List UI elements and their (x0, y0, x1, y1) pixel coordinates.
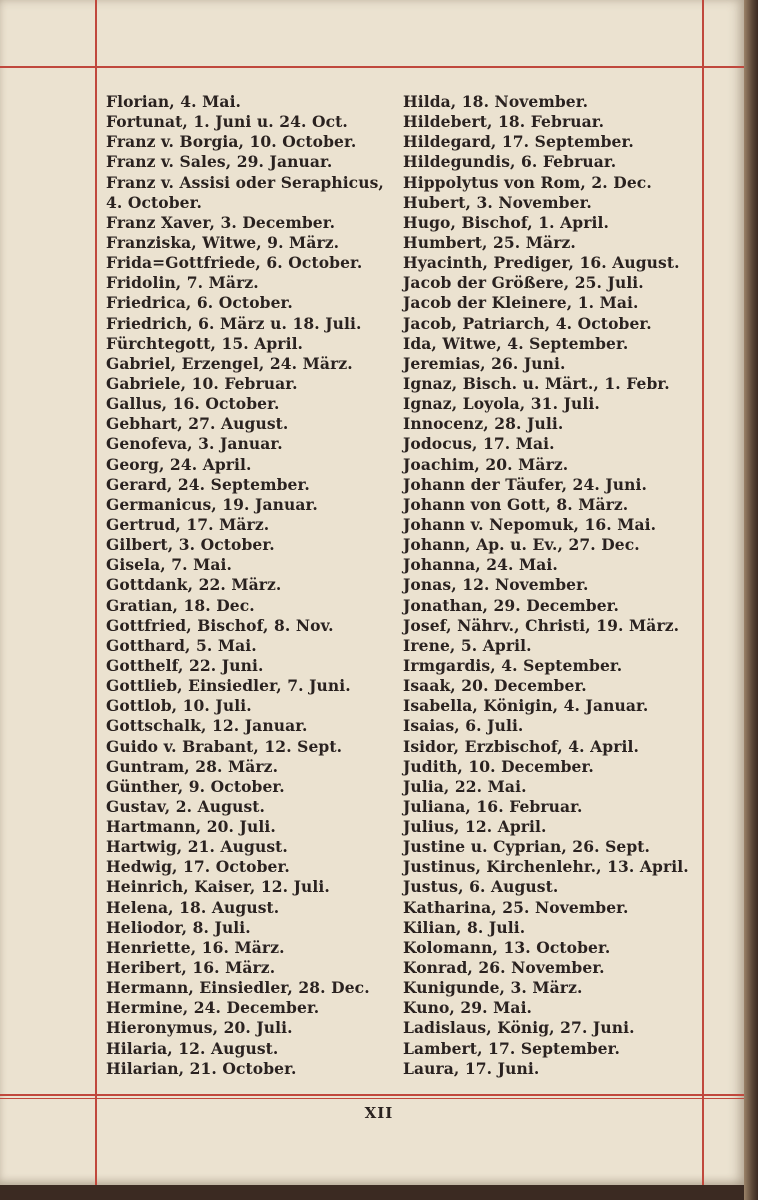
name-day-entry: Johann v. Nepomuk, 16. Mai. (403, 514, 657, 534)
name-day-entry: Jodocus, 17. Mai. (403, 434, 555, 454)
name-day-entry: Ladislaus, König, 27. Juni. (403, 1018, 635, 1038)
name-day-entry: Genofeva, 3. Januar. (106, 434, 283, 454)
name-day-entry: Hildegundis, 6. Februar. (403, 152, 617, 172)
name-day-entry: Irene, 5. April. (403, 635, 532, 655)
name-day-entry: Gottfried, Bischof, 8. Nov. (106, 615, 334, 635)
name-day-entry: Ignaz, Bisch. u. Märt., 1. Febr. (403, 373, 670, 393)
name-day-entry: Jacob der Kleinere, 1. Mai. (403, 293, 639, 313)
name-day-entry: Gottschalk, 12. Januar. (106, 716, 308, 736)
name-day-entry: Johann der Täufer, 24. Juni. (403, 474, 647, 494)
page-number: XII (364, 1104, 394, 1122)
name-day-entry: Hippolytus von Rom, 2. Dec. (403, 172, 652, 192)
name-day-entry: Hedwig, 17. October. (106, 857, 290, 877)
name-day-entry: Laura, 17. Juni. (403, 1058, 540, 1078)
name-day-entry: Kilian, 8. Juli. (403, 917, 526, 937)
name-day-entry: Hilarian, 21. October. (106, 1058, 297, 1078)
name-day-entry: Fortunat, 1. Juni u. 24. Oct. (106, 112, 348, 132)
left-margin-rule (95, 0, 97, 1185)
name-day-entry: Hermann, Einsiedler, 28. Dec. (106, 978, 370, 998)
name-day-entry: Irmgardis, 4. September. (403, 655, 623, 675)
name-day-entry: Joachim, 20. März. (403, 454, 569, 474)
name-day-entry: Gratian, 18. Dec. (106, 595, 255, 615)
name-day-entry: Hildegard, 17. September. (403, 132, 634, 152)
name-day-entry: Franz v. Sales, 29. Januar. (106, 152, 333, 172)
name-day-entry: Heinrich, Kaiser, 12. Juli. (106, 877, 330, 897)
name-day-entry: Gertrud, 17. März. (106, 514, 270, 534)
name-day-entry: Hilaria, 12. August. (106, 1038, 279, 1058)
name-day-entry: Gallus, 16. October. (106, 394, 280, 414)
name-day-entry: Gisela, 7. Mai. (106, 555, 232, 575)
name-day-entry: Guido v. Brabant, 12. Sept. (106, 736, 343, 756)
name-day-entry: Gustav, 2. August. (106, 796, 266, 816)
top-margin-rule (0, 66, 744, 68)
bottom-margin-rule-thin (0, 1098, 744, 1099)
name-day-entry: Gilbert, 3. October. (106, 535, 275, 555)
name-day-entry: Georg, 24. April. (106, 454, 252, 474)
name-day-entry: Julius, 12. April. (403, 817, 547, 837)
name-day-entry: Heliodor, 8. Juli. (106, 917, 251, 937)
name-day-entry: Franz v. Borgia, 10. October. (106, 132, 357, 152)
name-day-entry: Jonathan, 29. December. (403, 595, 620, 615)
left-name-column (106, 92, 396, 1079)
name-day-entry: Heribert, 16. März. (106, 958, 276, 978)
right-name-column (403, 92, 695, 1079)
name-day-entry: Justus, 6. August. (403, 877, 559, 897)
name-day-entry: Gottdank, 22. März. (106, 575, 282, 595)
name-day-entry: Kunigunde, 3. März. (403, 978, 583, 998)
name-day-entry: Hieronymus, 20. Juli. (106, 1018, 293, 1038)
right-margin-rule (702, 0, 704, 1185)
name-day-entry: Hubert, 3. November. (403, 192, 592, 212)
name-day-entry: Justinus, Kirchenlehr., 13. April. (403, 857, 689, 877)
name-day-entry: 4. October. (106, 192, 202, 212)
name-day-entry: Friedrica, 6. October. (106, 293, 293, 313)
name-day-entry: Franz v. Assisi oder Seraphicus, (106, 172, 384, 192)
name-day-entry: Gabriele, 10. Februar. (106, 373, 298, 393)
name-day-entry: Innocenz, 28. Juli. (403, 414, 564, 434)
name-day-entry: Gerard, 24. September. (106, 474, 310, 494)
name-day-entry: Frida=Gottfriede, 6. October. (106, 253, 363, 273)
name-day-entry: Henriette, 16. März. (106, 937, 285, 957)
name-day-entry: Lambert, 17. September. (403, 1038, 620, 1058)
name-day-entry: Ignaz, Loyola, 31. Juli. (403, 394, 600, 414)
name-day-entry: Isaias, 6. Juli. (403, 716, 524, 736)
name-day-entry: Julia, 22. Mai. (403, 776, 527, 796)
name-day-entry: Katharina, 25. November. (403, 897, 629, 917)
name-day-entry: Germanicus, 19. Januar. (106, 494, 318, 514)
name-day-entry: Fridolin, 7. März. (106, 273, 259, 293)
name-day-entry: Gottlob, 10. Juli. (106, 696, 252, 716)
name-day-entry: Johanna, 24. Mai. (403, 555, 558, 575)
name-day-entry: Florian, 4. Mai. (106, 92, 242, 111)
name-day-entry: Hildebert, 18. Februar. (403, 112, 605, 132)
name-day-entry: Gotthard, 5. Mai. (106, 635, 257, 655)
name-day-entry: Gebhart, 27. August. (106, 414, 289, 434)
name-day-entry: Konrad, 26. November. (403, 958, 605, 978)
name-day-entry: Isaak, 20. December. (403, 676, 587, 696)
name-day-entry: Jeremias, 26. Juni. (403, 353, 566, 373)
name-day-entry: Fürchtegott, 15. April. (106, 333, 304, 353)
book-spine-edge (744, 0, 758, 1200)
name-day-entry: Hugo, Bischof, 1. April. (403, 212, 609, 232)
name-day-entry: Isabella, Königin, 4. Januar. (403, 696, 649, 716)
name-day-entry: Guntram, 28. März. (106, 756, 279, 776)
name-day-entry: Hyacinth, Prediger, 16. August. (403, 253, 680, 273)
name-day-entry: Gabriel, Erzengel, 24. März. (106, 353, 353, 373)
name-day-entry: Juliana, 16. Februar. (403, 796, 583, 816)
name-day-entry: Franz Xaver, 3. December. (106, 212, 336, 232)
name-day-entry: Friedrich, 6. März u. 18. Juli. (106, 313, 362, 333)
name-day-entry: Helena, 18. August. (106, 897, 280, 917)
name-day-entry: Hartmann, 20. Juli. (106, 817, 276, 837)
name-day-entry: Hartwig, 21. August. (106, 837, 288, 857)
name-day-entry: Johann von Gott, 8. März. (403, 494, 629, 514)
name-day-entry: Isidor, Erzbischof, 4. April. (403, 736, 639, 756)
name-day-entry: Gotthelf, 22. Juni. (106, 655, 264, 675)
name-day-entry: Judith, 10. December. (403, 756, 594, 776)
bottom-margin-rule (0, 1094, 744, 1096)
name-day-entry: Josef, Nährv., Christi, 19. März. (403, 615, 680, 635)
name-day-entry: Humbert, 25. März. (403, 232, 576, 252)
name-day-entry: Jacob, Patriarch, 4. October. (403, 313, 652, 333)
name-day-entry: Gottlieb, Einsiedler, 7. Juni. (106, 676, 351, 696)
name-day-entry: Günther, 9. October. (106, 776, 285, 796)
name-day-entry: Kolomann, 13. October. (403, 937, 611, 957)
name-day-entry: Franziska, Witwe, 9. März. (106, 232, 340, 252)
name-day-entry: Ida, Witwe, 4. September. (403, 333, 629, 353)
name-day-entry: Jonas, 12. November. (403, 575, 589, 595)
name-day-entry: Hilda, 18. November. (403, 92, 589, 111)
name-day-entry: Justine u. Cyprian, 26. Sept. (403, 837, 651, 857)
name-day-entry: Jacob der Größere, 25. Juli. (403, 273, 644, 293)
name-day-entry: Johann, Ap. u. Ev., 27. Dec. (403, 535, 640, 555)
name-day-entry: Hermine, 24. December. (106, 998, 320, 1018)
name-day-entry: Kuno, 29. Mai. (403, 998, 533, 1018)
